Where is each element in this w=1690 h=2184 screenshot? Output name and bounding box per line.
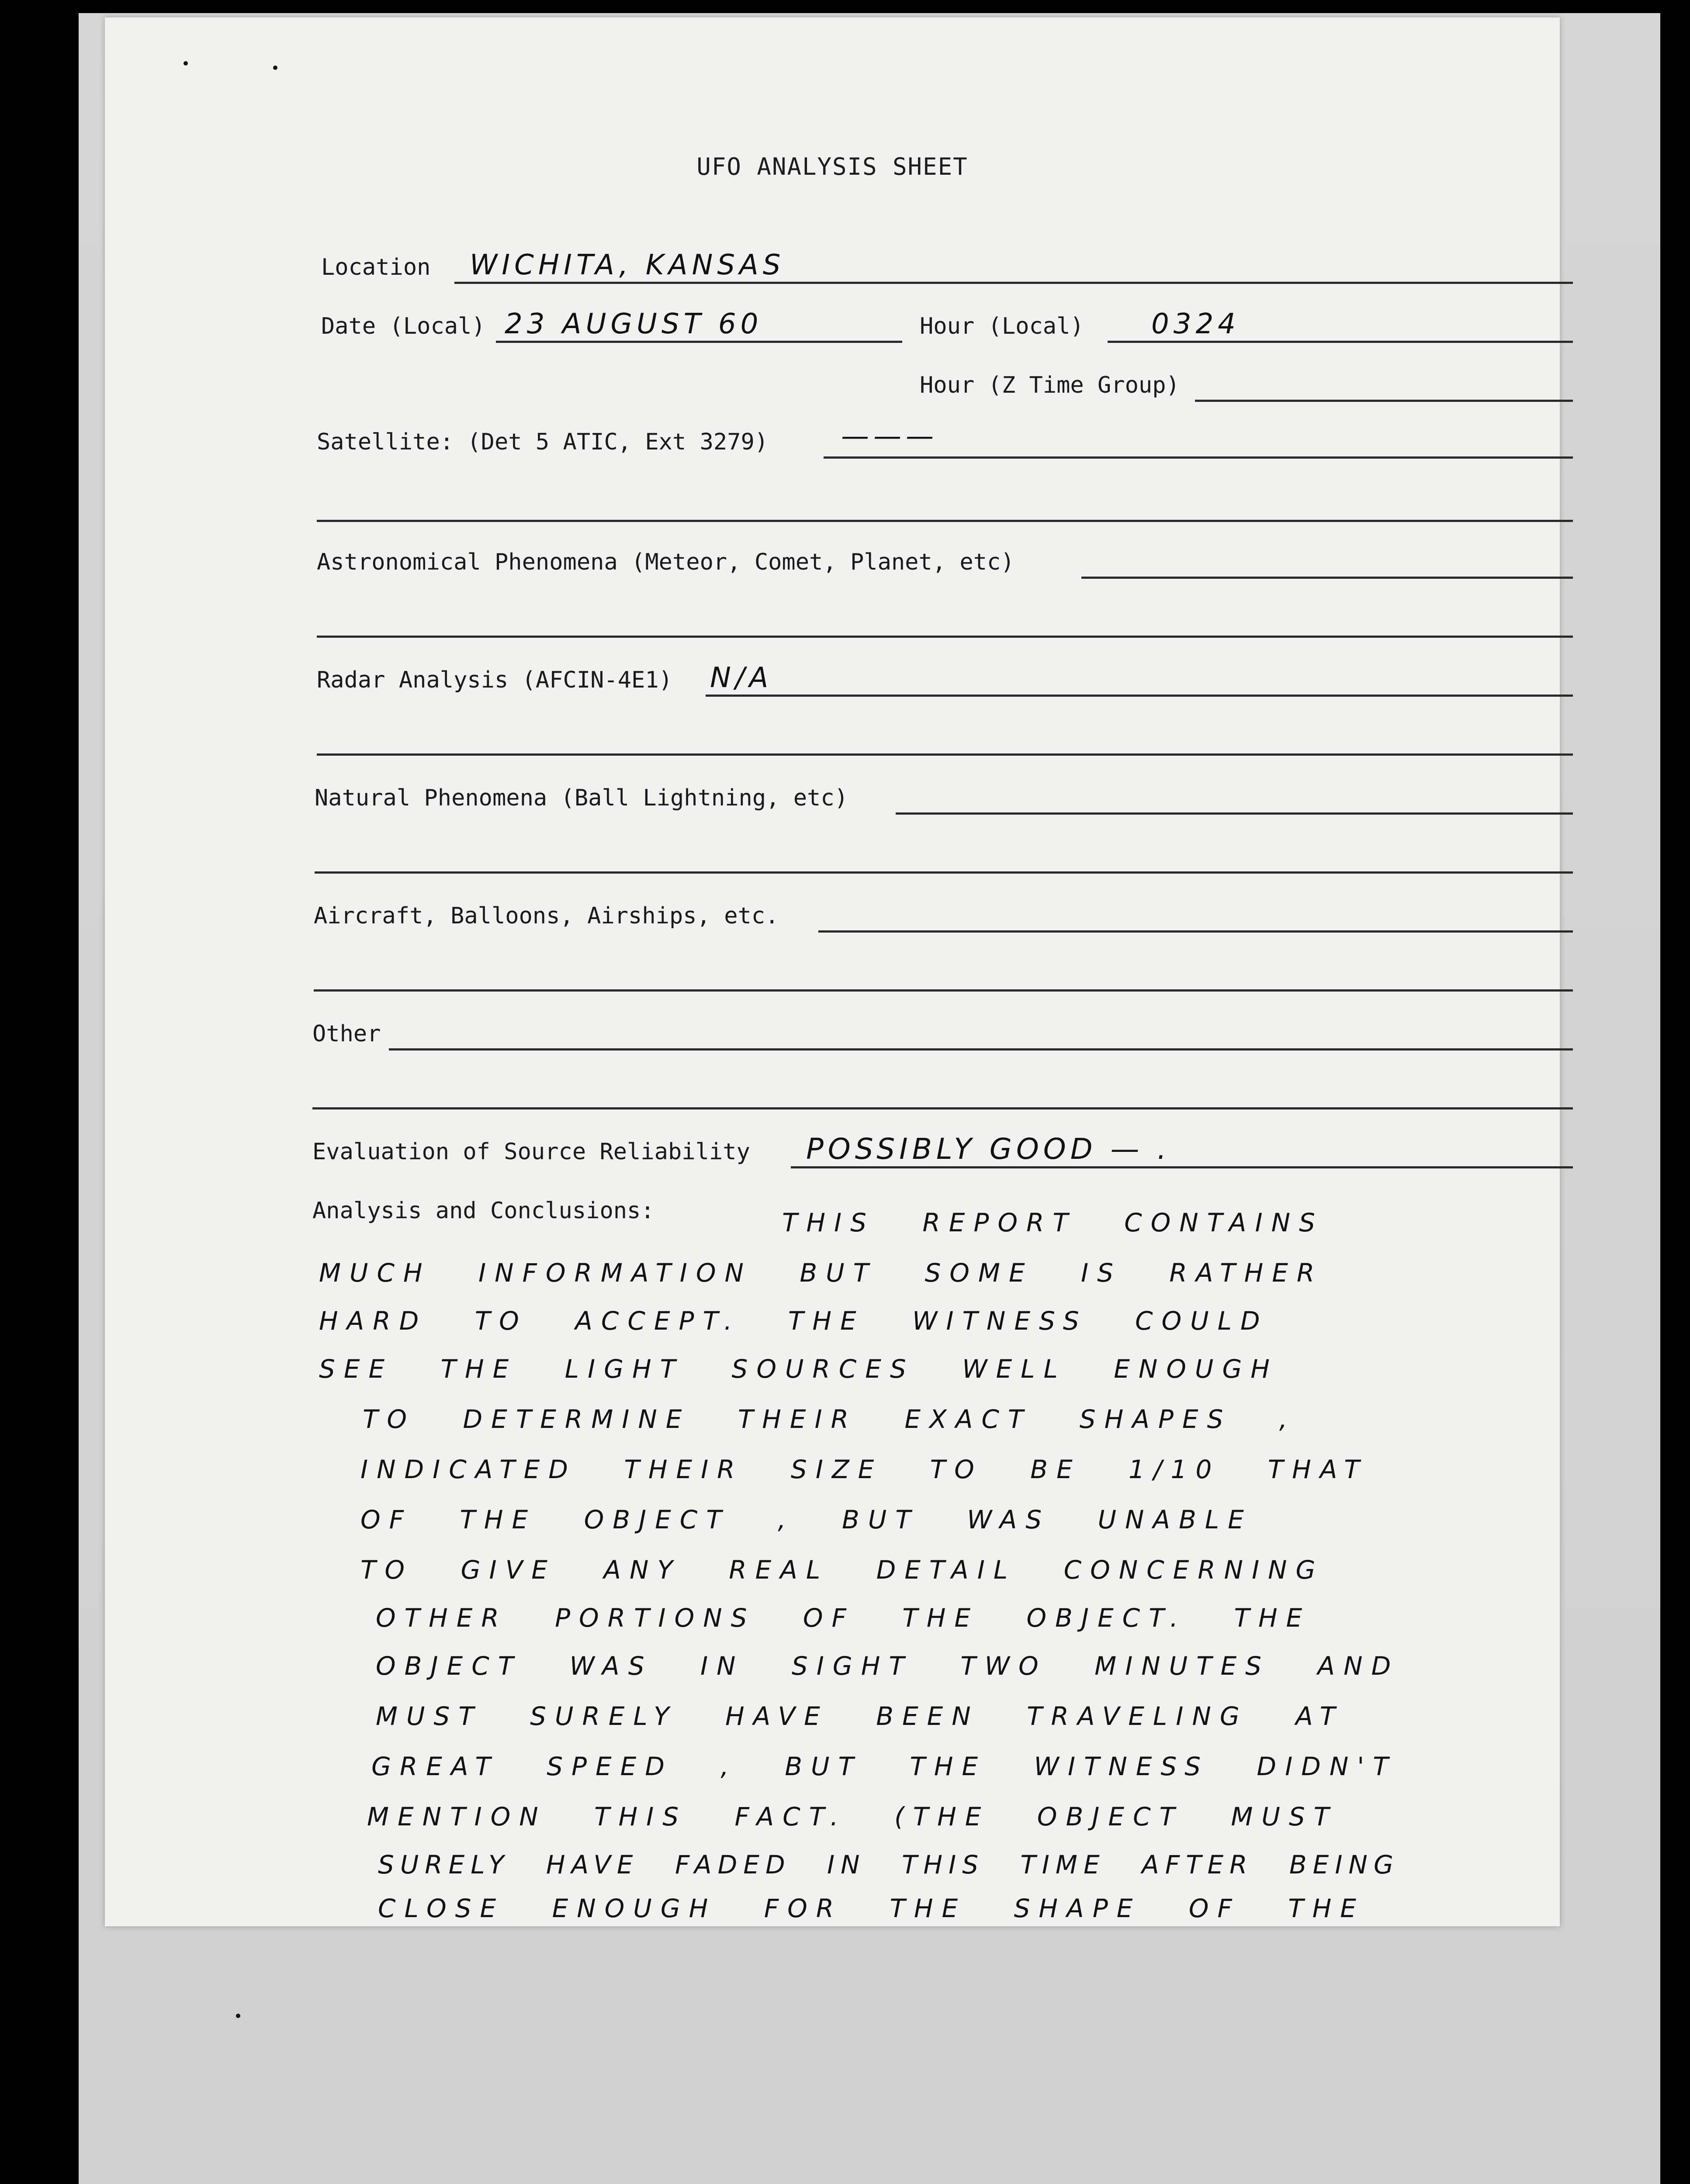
astronomical-label: Astronomical Phenomena (Meteor, Comet, Planet, etc) [317,549,1015,575]
satellite-row [317,420,1573,459]
satellite-label: Satellite: (Det 5 ATIC, Ext 3279) [317,429,769,455]
analysis-line: TO DETERMINE THEIR EXACT SHAPES , [363,1404,1296,1434]
astronomical-extra-row [317,603,1573,638]
radar-line [706,695,1573,697]
evaluation-row [312,1133,1573,1168]
film-speck [184,61,188,66]
evaluation-value: POSSIBLY GOOD — . [806,1132,1171,1166]
date-label: Date (Local) [321,313,485,339]
film-speck [273,66,277,70]
hour-local-line [1108,341,1573,343]
other-extra-row [312,1075,1573,1109]
analysis-label: Analysis and Conclusions: [312,1198,655,1224]
satellite-value: ——— [841,420,938,453]
hour-z-row [321,367,1573,402]
evaluation-label: Evaluation of Source Reliability [312,1139,750,1165]
aircraft-line [818,930,1573,933]
natural-extra-row [315,839,1573,874]
hour-z-label: Hour (Z Time Group) [920,372,1180,398]
analysis-line: SEE THE LIGHT SOURCES WELL ENOUGH [319,1354,1278,1384]
satellite-line [824,456,1573,459]
other-extra-line [312,1107,1573,1109]
analysis-line: MUST SURELY HAVE BEEN TRAVELING AT [376,1701,1344,1731]
analysis-line: OBJECT WAS IN SIGHT TWO MINUTES AND [376,1651,1400,1681]
astronomical-row [317,544,1573,579]
analysis-line: MENTION THIS FACT. (THE OBJECT MUST [367,1802,1338,1832]
radar-row [317,662,1573,697]
analysis-sheet [105,17,1560,1926]
analysis-line: INDICATED THEIR SIZE TO BE 1/10 THAT [360,1455,1368,1484]
radar-value: N/A [710,662,773,694]
radar-extra-row [317,721,1573,756]
natural-row [315,780,1573,815]
film-speck [236,2014,240,2018]
analysis-line: TO GIVE ANY REAL DETAIL CONCERNING [360,1555,1324,1585]
date-value: 23 AUGUST 60 [505,308,763,340]
natural-label: Natural Phenomena (Ball Lightning, etc) [315,785,848,811]
other-row [312,1016,1573,1051]
date-row [321,308,1573,343]
astronomical-line [1081,577,1573,579]
satellite-extra-row [317,487,1573,522]
date-line [496,341,902,343]
aircraft-label: Aircraft, Balloons, Airships, etc. [314,903,779,929]
analysis-line: CLOSE ENOUGH FOR THE SHAPE OF THE [378,1894,1365,1923]
evaluation-line [791,1166,1573,1168]
analysis-line: OTHER PORTIONS OF THE OBJECT. THE [376,1603,1311,1633]
analysis-line: GREAT SPEED , BUT THE WITNESS DIDN'T [371,1752,1397,1781]
analysis-line: OF THE OBJECT , BUT WAS UNABLE [360,1505,1253,1534]
location-label: Location [321,254,431,280]
sheet-title: UFO ANALYSIS SHEET [696,153,968,180]
location-line [454,282,1573,284]
analysis-line: SURELY HAVE FADED IN THIS TIME AFTER BEING [378,1850,1399,1880]
astronomical-extra-line [317,636,1573,638]
hour-z-line [1195,400,1573,402]
analysis-line: HARD TO ACCEPT. THE WITNESS COULD [319,1306,1269,1336]
satellite-extra-line [317,520,1573,522]
analysis-line: THIS REPORT CONTAINS [782,1208,1324,1237]
analysis-line: MUCH INFORMATION BUT SOME IS RATHER [319,1258,1323,1288]
location-row [321,249,1573,284]
aircraft-row [314,898,1573,933]
natural-line [896,812,1573,815]
hour-local-label: Hour (Local) [920,313,1084,339]
aircraft-extra-line [314,989,1573,992]
other-label: Other [312,1021,381,1047]
hour-local-value: 0324 [1151,308,1240,340]
radar-extra-line [317,753,1573,756]
aircraft-extra-row [314,957,1573,992]
location-value: WICHITA, KANSAS [470,249,785,281]
other-line [389,1048,1573,1051]
radar-label: Radar Analysis (AFCIN-4E1) [317,667,672,693]
natural-extra-line [315,871,1573,874]
